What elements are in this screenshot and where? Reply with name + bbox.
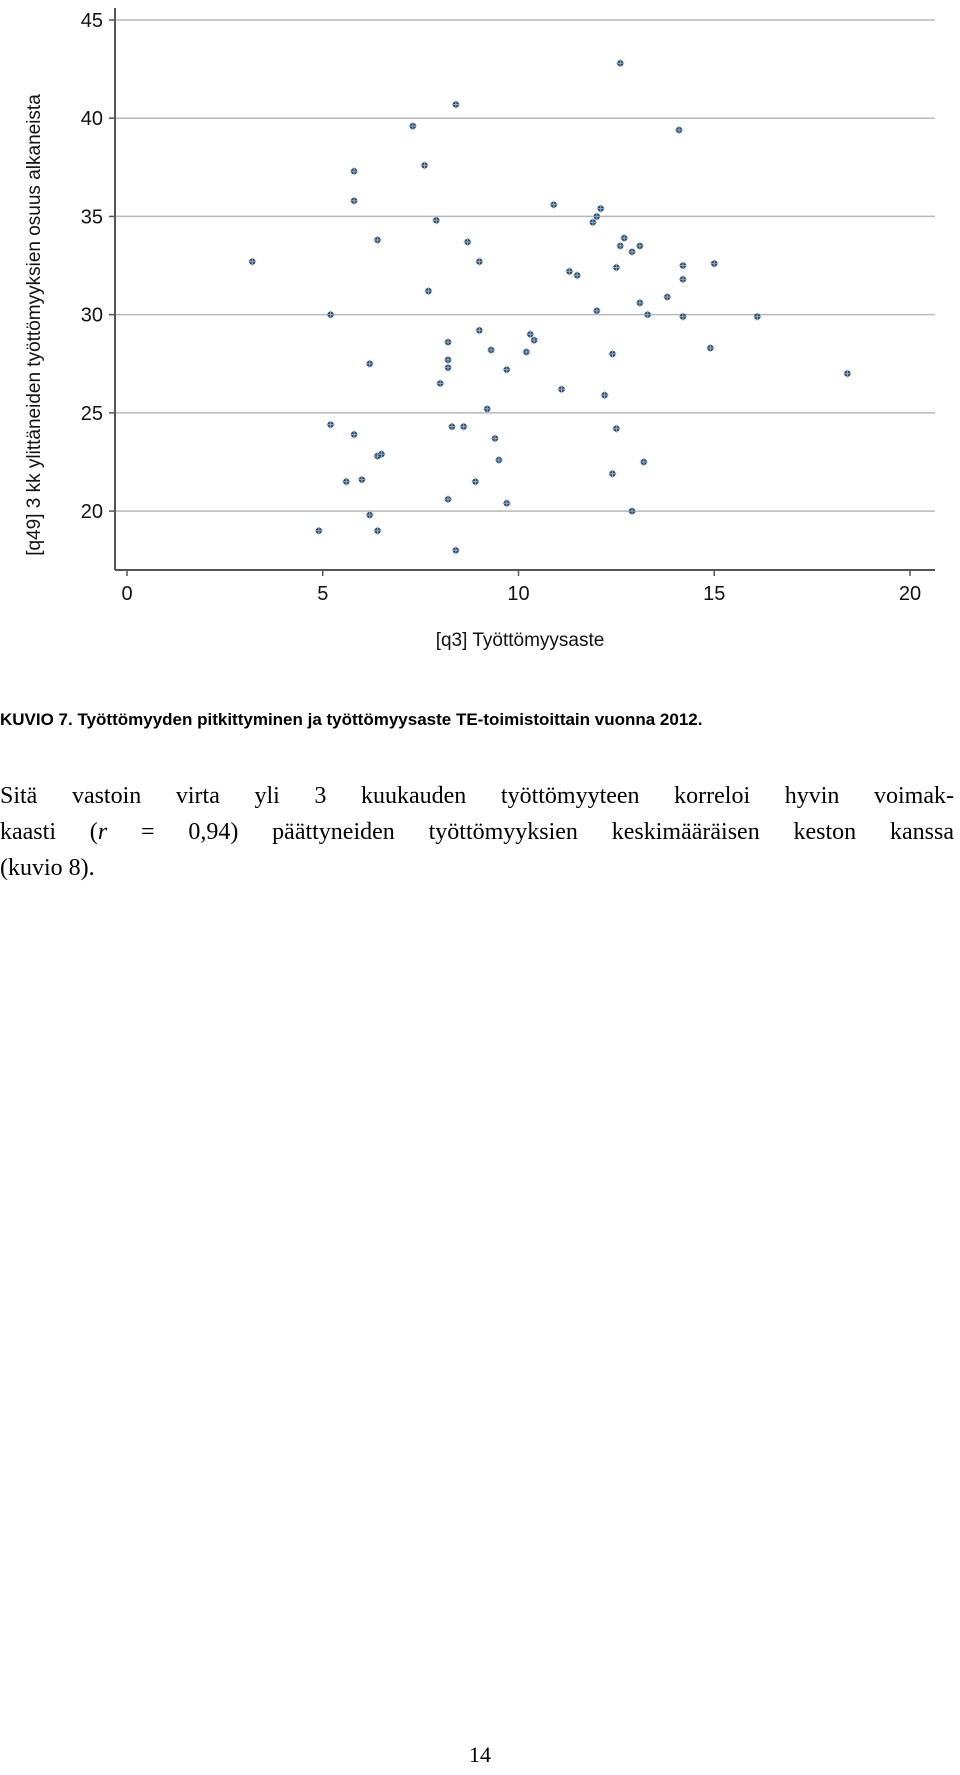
data-point <box>503 499 511 507</box>
data-point <box>495 456 503 464</box>
y-axis-label: [q49] 3 kk ylittäneiden työttömyyksien osuus alkaneista <box>24 94 45 556</box>
data-point-glint <box>628 507 636 515</box>
data-point <box>710 260 718 268</box>
data-point-glint <box>327 421 335 429</box>
data-point <box>608 470 616 478</box>
paragraph-line-2-end: = 0,94) päättyneiden työttömyyksien keskimääräisen keston kanssa <box>107 819 954 845</box>
scatter-chart <box>0 0 960 665</box>
data-point <box>589 218 597 226</box>
data-point <box>530 336 538 344</box>
data-point-glint <box>444 364 452 372</box>
data-point <box>608 350 616 358</box>
data-point <box>503 366 511 374</box>
data-point-glint <box>616 59 624 67</box>
data-point-glint <box>597 205 605 213</box>
x-axis-label: [q3] Työttömyysaste <box>435 630 605 651</box>
data-point-glint <box>448 423 456 431</box>
data-point <box>636 299 644 307</box>
data-point <box>597 205 605 213</box>
data-point-glint <box>342 478 350 486</box>
data-point-glint <box>432 216 440 224</box>
data-point-glint <box>350 430 358 438</box>
data-point <box>327 421 335 429</box>
data-point-glint <box>350 197 358 205</box>
data-point <box>550 201 558 209</box>
data-point <box>522 348 530 356</box>
data-point <box>612 264 620 272</box>
data-point <box>612 425 620 433</box>
data-point-glint <box>565 267 573 275</box>
data-point-glint <box>636 242 644 250</box>
data-point-glint <box>644 311 652 319</box>
data-point <box>491 434 499 442</box>
x-tick-label-0: 0 <box>121 583 133 605</box>
data-point <box>424 287 432 295</box>
data-point-glint <box>573 271 581 279</box>
data-point-glint <box>601 391 609 399</box>
data-point-glint <box>374 236 382 244</box>
data-point <box>374 527 382 535</box>
paragraph-line-1: Sitä vastoin virta yli 3 kuukauden työttömyyteen korreloi hyvin voimak- <box>0 783 954 809</box>
data-point-glint <box>421 161 429 169</box>
data-point <box>640 458 648 466</box>
data-point <box>350 197 358 205</box>
data-point-glint <box>409 122 417 130</box>
data-point-glint <box>358 476 366 484</box>
y-tick-label-35: 35 <box>80 206 103 229</box>
paragraph-line-3: (kuvio 8). <box>0 855 95 881</box>
data-point-glint <box>640 458 648 466</box>
data-point-glint <box>366 511 374 519</box>
page-number: 14 <box>469 1742 491 1767</box>
figure-caption: KUVIO 7. Työttömyyden pitkittyminen ja työttömyysaste TE-toimistoittain vuonna 2012. <box>0 710 703 729</box>
x-tick-label-15: 15 <box>703 583 726 605</box>
axes <box>115 8 935 570</box>
data-point <box>444 364 452 372</box>
data-point <box>350 167 358 175</box>
data-point <box>444 356 452 364</box>
data-point <box>636 242 644 250</box>
y-tick-label-25: 25 <box>80 402 103 425</box>
data-point-glint <box>675 126 683 134</box>
data-point <box>663 293 671 301</box>
data-point-glint <box>487 346 495 354</box>
data-point-glint <box>315 527 323 535</box>
data-point <box>706 344 714 352</box>
data-point <box>675 126 683 134</box>
gridlines <box>115 20 935 511</box>
data-point-glint <box>436 379 444 387</box>
data-point <box>342 478 350 486</box>
data-point <box>526 330 534 338</box>
data-point <box>620 234 628 242</box>
data-point <box>616 59 624 67</box>
data-point <box>350 430 358 438</box>
data-point <box>464 238 472 246</box>
data-point <box>593 307 601 315</box>
paragraph-line-2 <box>0 814 954 850</box>
data-point <box>644 311 652 319</box>
data-point <box>444 495 452 503</box>
data-point <box>248 258 256 266</box>
data-point <box>558 385 566 393</box>
data-point-glint <box>424 287 432 295</box>
y-axis-ticks <box>81 10 115 523</box>
data-point <box>444 338 452 346</box>
data-point-glint <box>679 313 687 321</box>
data-point-glint <box>464 238 472 246</box>
y-tick-label-45: 45 <box>80 10 103 32</box>
data-point-glint <box>471 478 479 486</box>
data-point-glint <box>608 470 616 478</box>
data-point-glint <box>366 360 374 368</box>
data-point <box>327 311 335 319</box>
data-point <box>487 346 495 354</box>
data-point <box>358 476 366 484</box>
data-point-glint <box>550 201 558 209</box>
data-point-glint <box>558 385 566 393</box>
data-point-glint <box>620 234 628 242</box>
data-point <box>628 248 636 256</box>
correlation-variable: r <box>97 819 108 845</box>
data-point-glint <box>248 258 256 266</box>
data-point <box>409 122 417 130</box>
data-point <box>471 478 479 486</box>
data-point-glint <box>495 456 503 464</box>
data-point <box>601 391 609 399</box>
data-point <box>452 100 460 108</box>
data-point-glint <box>452 100 460 108</box>
data-point-glint <box>710 260 718 268</box>
data-point-glint <box>679 275 687 283</box>
data-point-glint <box>593 212 601 220</box>
data-point-glint <box>843 370 851 378</box>
data-point-glint <box>503 499 511 507</box>
data-point-glint <box>612 264 620 272</box>
data-point <box>593 212 601 220</box>
data-point-glint <box>679 262 687 270</box>
data-point-glint <box>522 348 530 356</box>
data-point-glint <box>475 326 483 334</box>
data-point-glint <box>628 248 636 256</box>
x-tick-label-5: 5 <box>317 583 329 605</box>
x-tick-label-10: 10 <box>507 583 530 605</box>
data-point <box>460 423 468 431</box>
body-paragraph <box>0 778 954 886</box>
paragraph-line-2-start: kaasti ( <box>0 819 98 845</box>
data-point <box>565 267 573 275</box>
data-point-glint <box>503 366 511 374</box>
data-point <box>573 271 581 279</box>
data-point-glint <box>706 344 714 352</box>
y-tick-label-20: 20 <box>80 501 103 524</box>
data-point-glint <box>452 546 460 554</box>
data-point-glint <box>374 527 382 535</box>
data-point <box>679 275 687 283</box>
data-point <box>366 360 374 368</box>
data-point <box>374 236 382 244</box>
data-point-glint <box>475 258 483 266</box>
data-point <box>843 370 851 378</box>
data-point-glint <box>444 356 452 364</box>
data-point <box>475 326 483 334</box>
data-point <box>421 161 429 169</box>
x-axis-ticks <box>121 570 921 605</box>
data-point <box>679 262 687 270</box>
data-point <box>436 379 444 387</box>
data-points <box>248 59 851 554</box>
data-point <box>448 423 456 431</box>
data-point-glint <box>526 330 534 338</box>
data-point-glint <box>444 495 452 503</box>
data-point-glint <box>530 336 538 344</box>
data-point-glint <box>608 350 616 358</box>
data-point-glint <box>327 311 335 319</box>
data-point-glint <box>612 425 620 433</box>
y-tick-label-40: 40 <box>80 108 103 131</box>
data-point-glint <box>753 313 761 321</box>
data-point <box>432 216 440 224</box>
data-point-glint <box>483 405 491 413</box>
data-point-glint <box>636 299 644 307</box>
data-point <box>366 511 374 519</box>
data-point <box>452 546 460 554</box>
data-point-glint <box>444 338 452 346</box>
data-point-glint <box>491 434 499 442</box>
data-point <box>616 242 624 250</box>
data-point-glint <box>350 167 358 175</box>
data-point-glint <box>460 423 468 431</box>
data-point <box>753 313 761 321</box>
data-point <box>628 507 636 515</box>
x-tick-label-20: 20 <box>898 583 922 605</box>
data-point-glint <box>593 307 601 315</box>
y-tick-label-30: 30 <box>80 304 103 327</box>
data-point <box>475 258 483 266</box>
data-point <box>679 313 687 321</box>
data-point-glint <box>663 293 671 301</box>
data-point <box>315 527 323 535</box>
data-point <box>483 405 491 413</box>
data-point-glint <box>589 218 597 226</box>
data-point-glint <box>616 242 624 250</box>
